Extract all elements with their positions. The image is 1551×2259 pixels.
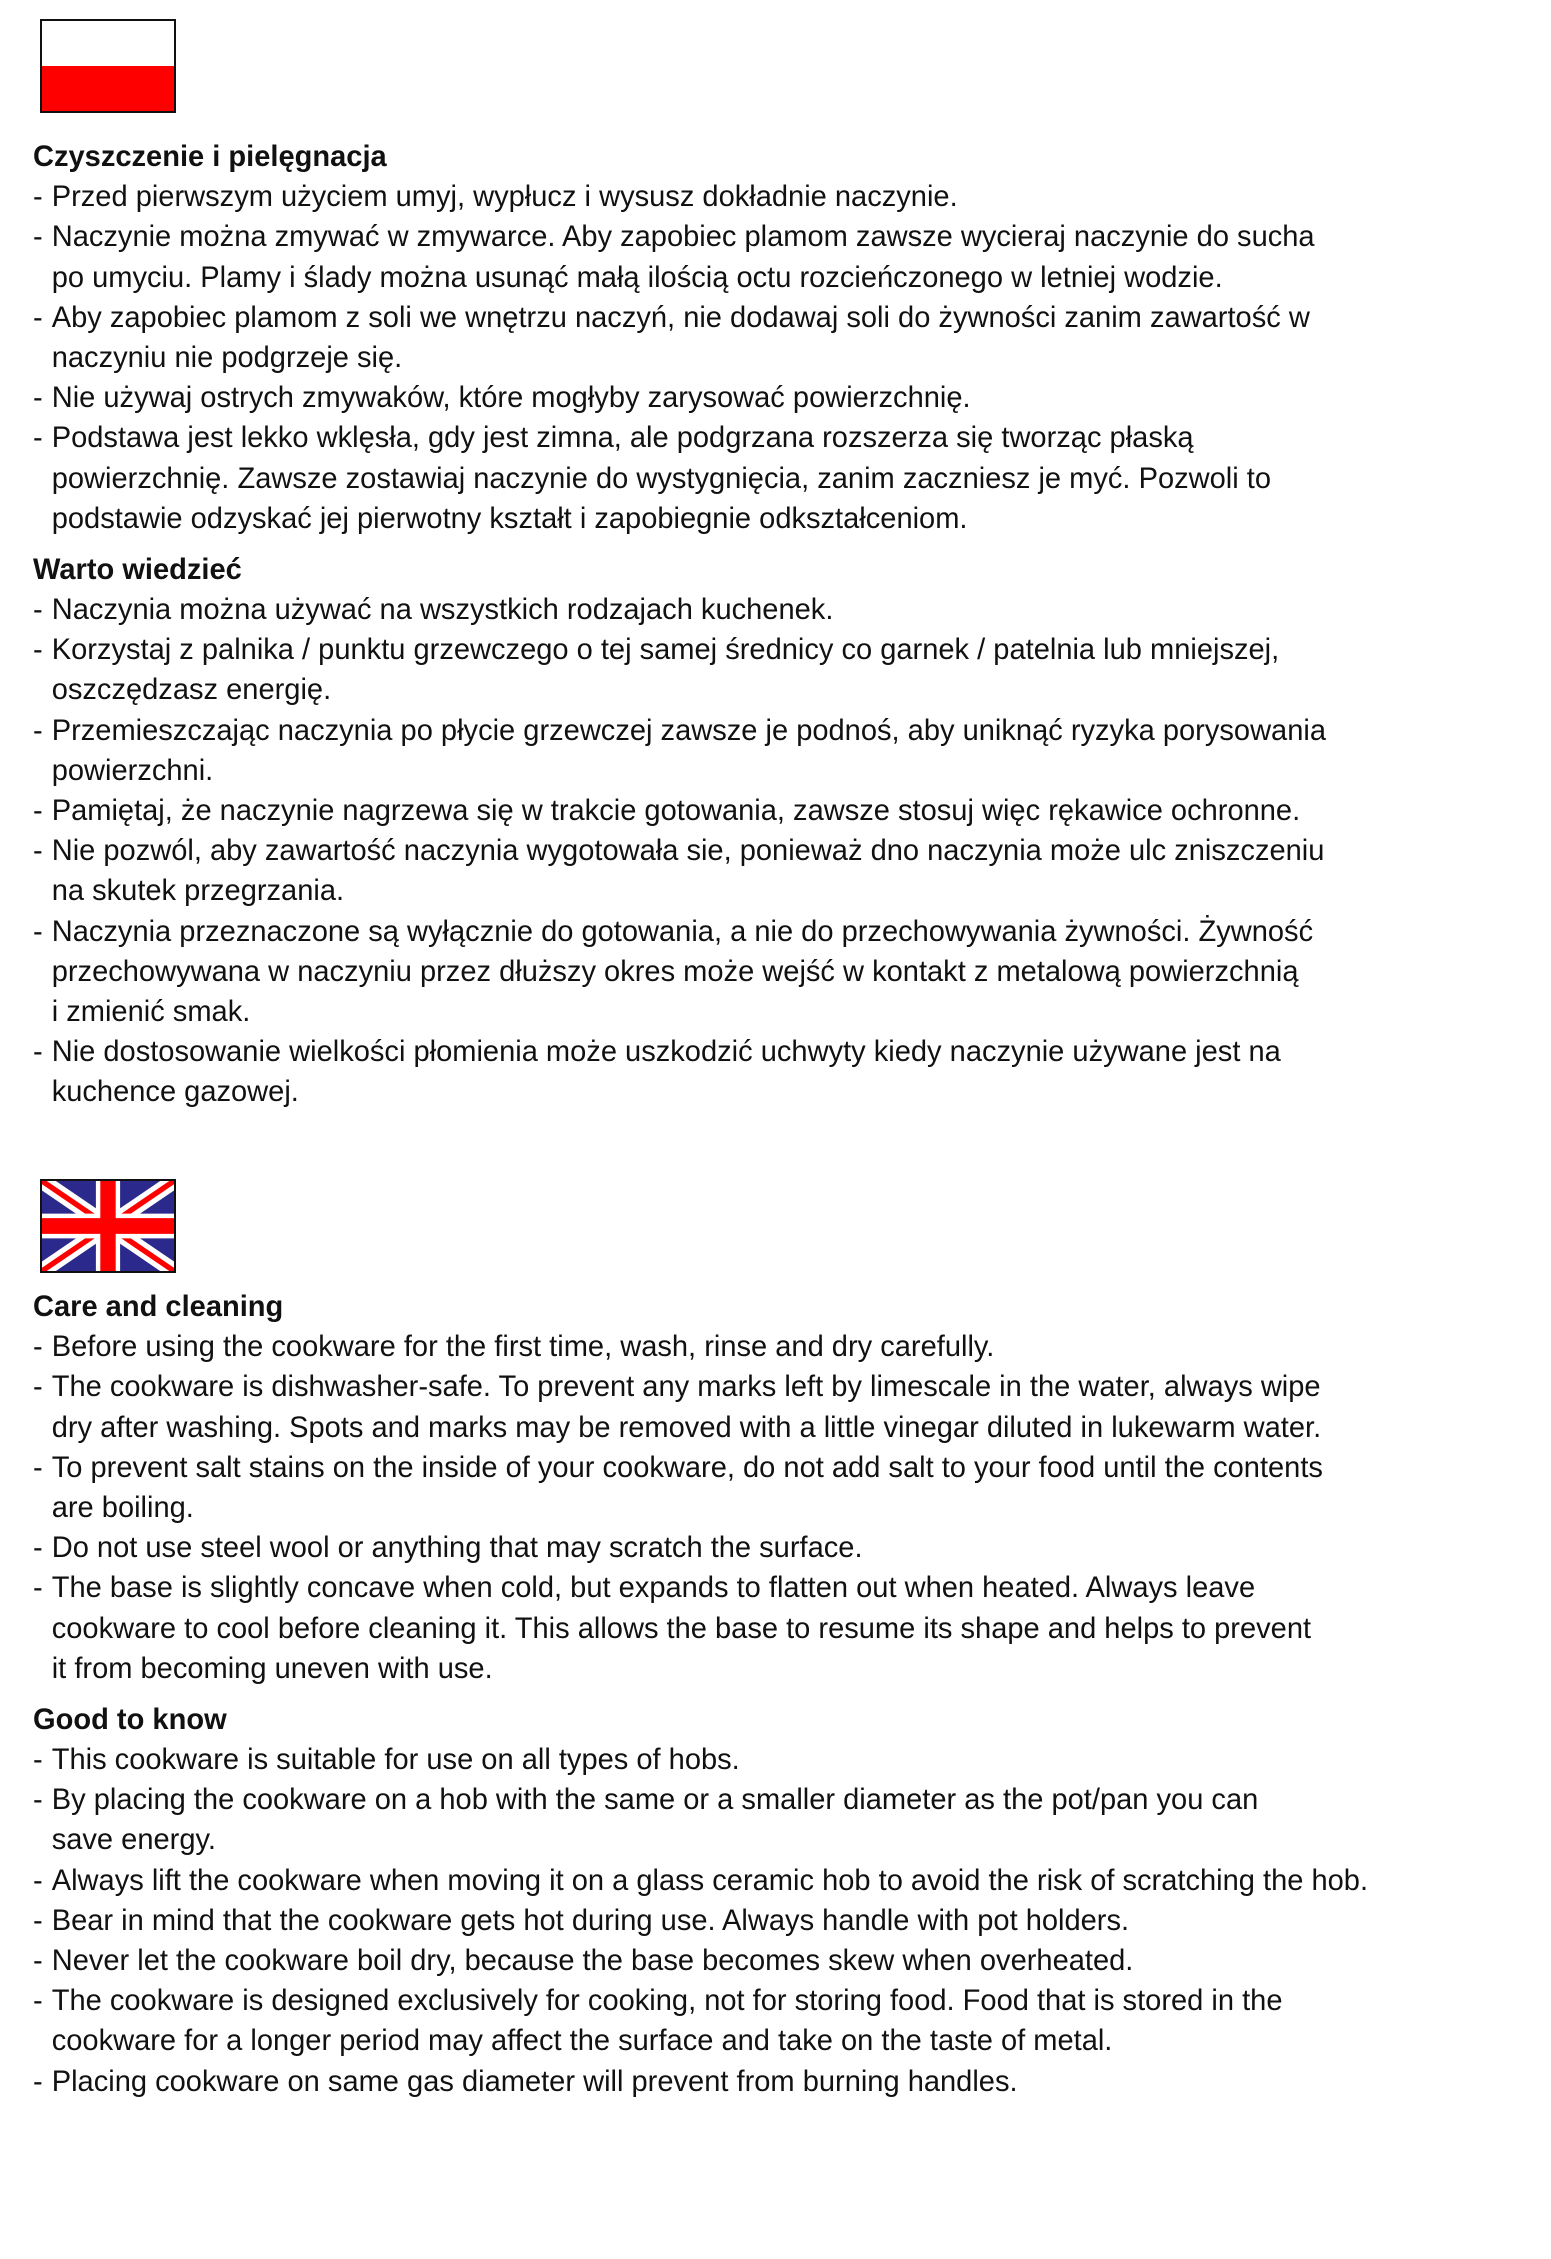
- list-item: [33, 1528, 1533, 1568]
- list-item: [33, 1448, 1533, 1528]
- list-item-text: Never let the cookware boil dry, because the base becomes skew when overheated.: [51, 1944, 1134, 1977]
- bullet-dash: -: [33, 1330, 43, 1364]
- bullet-dash: -: [33, 2064, 43, 2098]
- list-item-first-line: [33, 1568, 1511, 1608]
- list-item-text: Aby zapobiec plamom z soli we wnętrzu naczyń, nie dodawaj soli do żywności zanim zawartość w: [51, 300, 1310, 334]
- list-item-first-line: [33, 912, 1511, 952]
- list-item-text: i zmienić smak.: [51, 994, 251, 1028]
- list-item-text: Placing cookware on same gas diameter will prevent from burning handles.: [51, 2064, 1018, 2098]
- list-item-text: naczyniu nie podgrzeje się.: [51, 340, 403, 374]
- list-item-text: powierzchni.: [51, 753, 214, 787]
- list-item-continuation-line: [33, 499, 1511, 539]
- list-item-continuation-line: [33, 1649, 1511, 1689]
- list-item-continuation-line: [33, 952, 1511, 992]
- english-care-heading: Care and cleaning: [33, 1290, 284, 1323]
- uk-flag-icon: [40, 1179, 176, 1273]
- polish-section: [33, 137, 1533, 1113]
- bullet-dash: -: [33, 1035, 43, 1069]
- list-item-text: Podstawa jest lekko wklęsła, gdy jest zimna, ale podgrzana rozszerza się tworząc płaską: [51, 421, 1194, 455]
- english-care-block: [33, 1287, 1533, 1689]
- list-item-text: Before using the cookware for the first time, wash, rinse and dry carefully.: [51, 1330, 995, 1364]
- list-item: [33, 1032, 1533, 1112]
- list-item: [33, 217, 1533, 297]
- list-item-text: oszczędzasz energię.: [51, 673, 332, 707]
- list-item: [33, 418, 1533, 539]
- list-item-continuation-line: [33, 1820, 1511, 1860]
- list-item-first-line: [33, 177, 1511, 217]
- list-item-text: Nie używaj ostrych zmywaków, które mogłyby zarysować powierzchnię.: [51, 381, 971, 415]
- bullet-dash: -: [33, 1984, 43, 2018]
- list-item-text: powierzchnię. Zawsze zostawiaj naczynie do wystygnięcia, zanim zaczniesz je myć. Pozwoli to: [51, 461, 1272, 495]
- list-item-first-line: [33, 1981, 1511, 2021]
- polish-care-block: [33, 137, 1533, 539]
- list-item: [33, 711, 1533, 791]
- list-item-text: przechowywana w naczyniu przez dłuższy okres może wejść w kontakt z metalową powierzchnią: [51, 954, 1299, 988]
- list-item: [33, 1367, 1533, 1447]
- bullet-dash: -: [33, 1743, 43, 1777]
- english-care-list: [33, 1327, 1533, 1689]
- list-item-text: Korzystaj z palnika / punktu grzewczego o tej samej średnicy co garnek / patelnia lub mniejszej,: [51, 633, 1280, 667]
- list-item: [33, 1941, 1533, 1981]
- list-item-text: podstawie odzyskać jej pierwotny kształt i zapobiegnie odkształceniom.: [51, 501, 968, 535]
- list-item-text: To prevent salt stains on the inside of your cookware, do not add salt to your food until the contents: [51, 1450, 1323, 1484]
- bullet-dash: -: [33, 1571, 43, 1605]
- uk-flag-graphic: [42, 1181, 174, 1271]
- bullet-dash: -: [33, 300, 43, 334]
- list-item-continuation-line: [33, 1408, 1511, 1448]
- list-item: [33, 590, 1533, 630]
- list-item-continuation-line: [33, 459, 1511, 499]
- list-item-first-line: [33, 1327, 1511, 1367]
- list-item-first-line: [33, 711, 1511, 751]
- list-item: [33, 831, 1533, 911]
- bullet-dash: -: [33, 593, 43, 627]
- list-item-continuation-line: [33, 670, 1511, 710]
- bullet-dash: -: [33, 1903, 43, 1937]
- list-item-first-line: [33, 1941, 1511, 1981]
- list-item-continuation-line: [33, 1072, 1511, 1112]
- list-item-first-line: [33, 1528, 1511, 1568]
- poland-flag-white-stripe: [42, 21, 174, 66]
- list-item-first-line: [33, 630, 1511, 670]
- list-item: [33, 1780, 1533, 1860]
- poland-flag-red-stripe: [42, 66, 174, 111]
- list-item: [33, 1740, 1533, 1780]
- list-item-text: Always lift the cookware when moving it on a glass ceramic hob to avoid the risk of scratching the hob.: [51, 1863, 1369, 1897]
- bullet-dash: -: [33, 633, 43, 667]
- english-good-to-know-block: [33, 1700, 1533, 2102]
- list-item: [33, 912, 1533, 1033]
- polish-care-heading: Czyszczenie i pielęgnacja: [33, 140, 387, 173]
- list-item-first-line: [33, 418, 1511, 458]
- list-item-first-line: [33, 590, 1511, 630]
- list-item-text: cookware to cool before cleaning it. This allows the base to resume its shape and helps to prevent: [51, 1611, 1312, 1645]
- list-item-first-line: [33, 1780, 1511, 1820]
- list-item-first-line: [33, 1740, 1511, 1780]
- list-item-text: it from becoming uneven with use.: [51, 1651, 493, 1685]
- polish-good-to-know-list: [33, 590, 1533, 1112]
- list-item-text: Pamiętaj, że naczynie nagrzewa się w trakcie gotowania, zawsze stosuj więc rękawice ochronne.: [51, 794, 1301, 827]
- bullet-dash: -: [33, 180, 43, 214]
- list-item-first-line: [33, 1901, 1511, 1941]
- list-item-first-line: [33, 1861, 1511, 1901]
- list-item-text: By placing the cookware on a hob with the same or a smaller diameter as the pot/pan you can: [51, 1783, 1259, 1817]
- list-item: [33, 378, 1533, 418]
- list-item-first-line: [33, 2062, 1511, 2102]
- list-item-text: dry after washing. Spots and marks may be removed with a little vinegar diluted in lukewarm water.: [51, 1410, 1322, 1444]
- bullet-dash: -: [33, 1450, 43, 1484]
- list-item: [33, 1568, 1533, 1689]
- bullet-dash: -: [33, 381, 43, 415]
- list-item-text: Do not use steel wool or anything that may scratch the surface.: [51, 1531, 863, 1565]
- poland-flag-icon: [40, 19, 176, 113]
- bullet-dash: -: [33, 1783, 43, 1817]
- list-item: [33, 2062, 1533, 2102]
- bullet-dash: -: [33, 1370, 43, 1404]
- bullet-dash: -: [33, 794, 43, 827]
- list-item-text: Przed pierwszym użyciem umyj, wypłucz i wysusz dokładnie naczynie.: [51, 180, 958, 214]
- list-item: [33, 1901, 1533, 1941]
- list-item-text: Nie pozwól, aby zawartość naczynia wygotowała sie, ponieważ dno naczynia może ulc zniszczeniu: [51, 834, 1325, 868]
- polish-good-to-know-heading: Warto wiedzieć: [33, 552, 242, 586]
- list-item-first-line: [33, 378, 1511, 418]
- list-item: [33, 1981, 1533, 2061]
- list-item-text: are boiling.: [51, 1490, 194, 1524]
- list-item-continuation-line: [33, 258, 1511, 298]
- list-item-text: The cookware is dishwasher-safe. To prevent any marks left by limescale in the water, always wipe: [51, 1370, 1321, 1404]
- list-item: [33, 298, 1533, 378]
- list-item-text: Naczynia można używać na wszystkich rodzajach kuchenek.: [51, 593, 834, 627]
- list-item-text: Przemieszczając naczynia po płycie grzewczej zawsze je podnoś, aby uniknąć ryzyka porysowania: [51, 713, 1326, 747]
- english-section: [33, 1287, 1533, 2102]
- list-item-first-line: [33, 298, 1511, 338]
- list-item-text: po umyciu. Plamy i ślady można usunąć małą ilością octu rozcieńczonego w letniej wodzie.: [51, 260, 1223, 294]
- list-item-first-line: [33, 217, 1511, 257]
- list-item-text: Nie dostosowanie wielkości płomienia może uszkodzić uchwyty kiedy naczynie używane jest na: [51, 1035, 1281, 1069]
- polish-good-to-know-block: [33, 550, 1533, 1113]
- list-item-continuation-line: [33, 871, 1511, 911]
- polish-care-list: [33, 177, 1533, 539]
- bullet-dash: -: [33, 1863, 43, 1897]
- list-item-text: save energy.: [51, 1823, 216, 1857]
- list-item-text: Naczynie można zmywać w zmywarce. Aby zapobiec plamom zawsze wycieraj naczynie do sucha: [51, 220, 1315, 254]
- list-item-text: This cookware is suitable for use on all types of hobs.: [51, 1743, 740, 1777]
- bullet-dash: -: [33, 1944, 43, 1977]
- list-item-text: The cookware is designed exclusively for cooking, not for storing food. Food that is stored in the: [51, 1984, 1283, 2018]
- list-item: [33, 1327, 1533, 1367]
- list-item-text: The base is slightly concave when cold, but expands to flatten out when heated. Always leave: [51, 1571, 1256, 1605]
- list-item-continuation-line: [33, 751, 1511, 791]
- list-item-first-line: [33, 831, 1511, 871]
- bullet-dash: -: [33, 1531, 43, 1565]
- english-good-to-know-heading: Good to know: [33, 1702, 227, 1736]
- list-item-text: cookware for a longer period may affect the surface and take on the taste of metal.: [51, 2024, 1113, 2058]
- list-item-first-line: [33, 1367, 1511, 1407]
- list-item: [33, 1861, 1533, 1901]
- list-item-continuation-line: [33, 338, 1511, 378]
- list-item-first-line: [33, 791, 1511, 831]
- list-item-first-line: [33, 1032, 1511, 1072]
- list-item-text: Bear in mind that the cookware gets hot during use. Always handle with pot holders.: [51, 1903, 1130, 1937]
- list-item-text: na skutek przegrzania.: [51, 874, 345, 908]
- bullet-dash: -: [33, 421, 43, 455]
- bullet-dash: -: [33, 713, 43, 747]
- list-item-continuation-line: [33, 1488, 1511, 1528]
- english-good-to-know-list: [33, 1740, 1533, 2102]
- list-item-continuation-line: [33, 2021, 1511, 2061]
- list-item-first-line: [33, 1448, 1511, 1488]
- list-item-continuation-line: [33, 1609, 1511, 1649]
- list-item-text: Naczynia przeznaczone są wyłącznie do gotowania, a nie do przechowywania żywności. Żywność: [51, 914, 1314, 948]
- list-item: [33, 791, 1533, 831]
- bullet-dash: -: [33, 914, 43, 948]
- list-item: [33, 630, 1533, 710]
- bullet-dash: -: [33, 834, 43, 868]
- list-item-continuation-line: [33, 992, 1511, 1032]
- list-item-text: kuchence gazowej.: [51, 1075, 299, 1109]
- list-item: [33, 177, 1533, 217]
- bullet-dash: -: [33, 220, 43, 254]
